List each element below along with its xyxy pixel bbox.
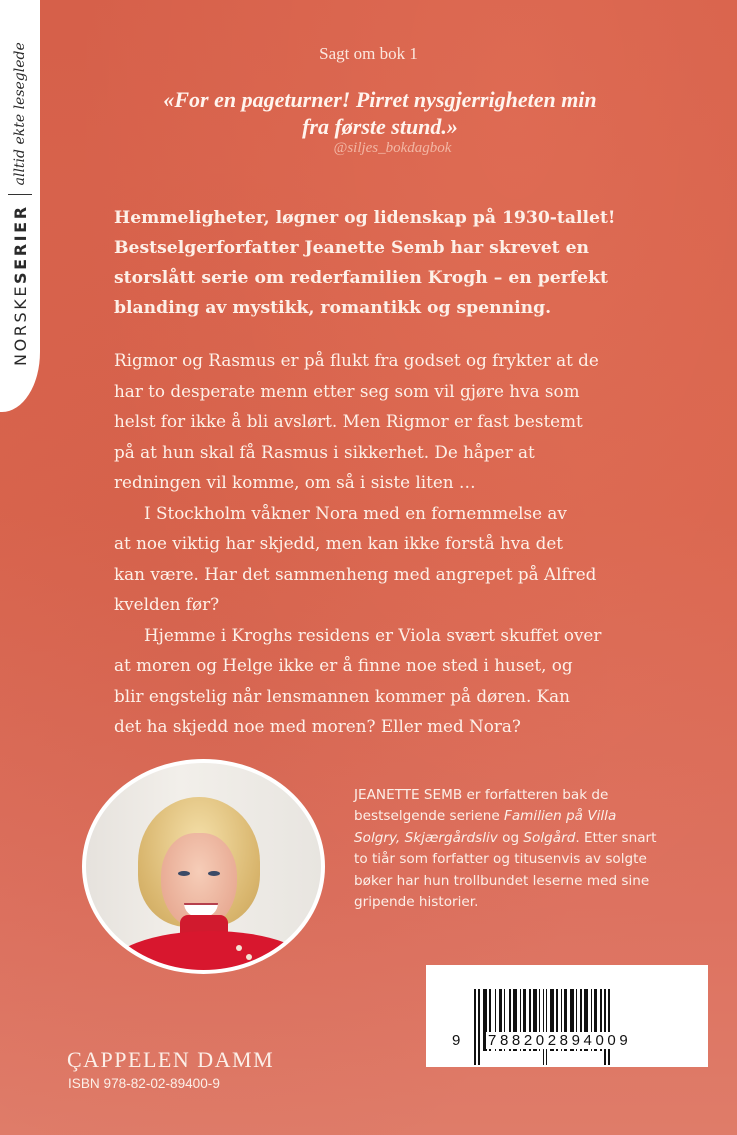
blurb-line: redningen vil komme, om så i siste liten …: [114, 472, 476, 492]
series-name-bold: SERIER: [10, 204, 30, 284]
bio-text: bestselgende seriene: [354, 808, 505, 825]
author-bio: [354, 785, 684, 913]
blurb-line: Hjemme i Kroghs residens er Viola svært skuffet over: [144, 624, 602, 645]
blurb-line: det ha skjedd noe med moren? Eller med Nora?: [114, 716, 521, 736]
isbn-barcode: [426, 965, 708, 1067]
bio-text: to tiår som forfatter og titusenvis av solgte: [354, 851, 647, 868]
barcode-bars: [474, 989, 654, 1065]
blurb-line: Rigmor og Rasmus er på flukt fra godset og frykter at de: [114, 350, 599, 370]
lead-line: storslått serie om rederfamilien Krogh – en perfekt: [114, 268, 608, 288]
photo-sweater: [106, 931, 316, 974]
series-name: [11, 204, 30, 366]
bio-text: . Etter snart: [575, 829, 657, 846]
isbn-number: ISBN 978-82-02-89400-9: [68, 1076, 220, 1091]
bio-text: og: [497, 829, 524, 846]
publisher-logo: ÇAPPELEN DAMM: [67, 1047, 275, 1072]
bio-text: gripende historier.: [354, 894, 479, 911]
lead-line: blanding av mystikk, romantikk og spenning.: [114, 298, 552, 318]
lead-paragraph: [114, 203, 634, 323]
blurb-text: [114, 345, 634, 742]
tab-divider: [8, 194, 32, 195]
quote-line: fra første stund.»: [302, 114, 458, 139]
quote-source: @siljes_bokdagbok: [333, 140, 452, 156]
barcode-digits: 788202894009: [488, 1032, 632, 1049]
lead-line: Hemmeligheter, løgner og lidenskap på 1930-tallet!: [114, 208, 616, 228]
photo-eye: [178, 871, 190, 876]
blurb-line: helst for ikke å bli avslørt. Men Rigmor er fast bestemt: [114, 411, 583, 431]
author-name: JEANETTE SEMB: [354, 787, 463, 803]
series-title: Solgård: [523, 829, 576, 846]
blurb-line: på at hun skal få Rasmus i sikkerhet. De håper at: [114, 441, 535, 462]
photo-button: [246, 954, 252, 960]
series-title: Solgry, Skjærgårdsliv: [354, 829, 498, 846]
photo-button: [279, 961, 285, 967]
bio-text: bøker har hun trollbundet leserne med sine: [354, 872, 650, 889]
bio-text: er forfatteren bak de: [462, 787, 609, 803]
series-title: Familien på Villa: [504, 808, 617, 825]
photo-eye: [208, 871, 220, 876]
blurb-line: at noe viktig har skjedd, men kan ikke forstå hva det: [114, 533, 564, 553]
photo-button: [236, 945, 242, 951]
barcode-first-digit: 9: [452, 1032, 461, 1049]
series-name-light: NORSKE: [10, 283, 30, 366]
praise-quote: [100, 86, 660, 140]
quote-line: «For en pageturner! Pirret nysgjerrigheten min: [163, 87, 597, 112]
blurb-line: at moren og Helge ikke er å finne noe sted i huset, og: [114, 655, 573, 675]
lead-line: Bestselgerforfatter Jeanette Semb har skrevet en: [114, 238, 590, 258]
photo-button: [262, 958, 268, 964]
praise-heading: Sagt om bok 1: [319, 44, 418, 63]
series-tagline: alltid ekte leseglede: [12, 42, 28, 186]
blurb-line: blir engstelig når lensmannen kommer på døren. Kan: [114, 685, 570, 706]
author-photo: [82, 759, 325, 974]
blurb-line: kan være. Har det sammenheng med angrepet på Alfred: [114, 563, 597, 584]
blurb-line: har to desperate menn etter seg som vil gjøre hva som: [114, 380, 580, 401]
blurb-line: kvelden før?: [114, 594, 220, 614]
blurb-line: I Stockholm våkner Nora med en fornemmelse av: [144, 502, 567, 523]
